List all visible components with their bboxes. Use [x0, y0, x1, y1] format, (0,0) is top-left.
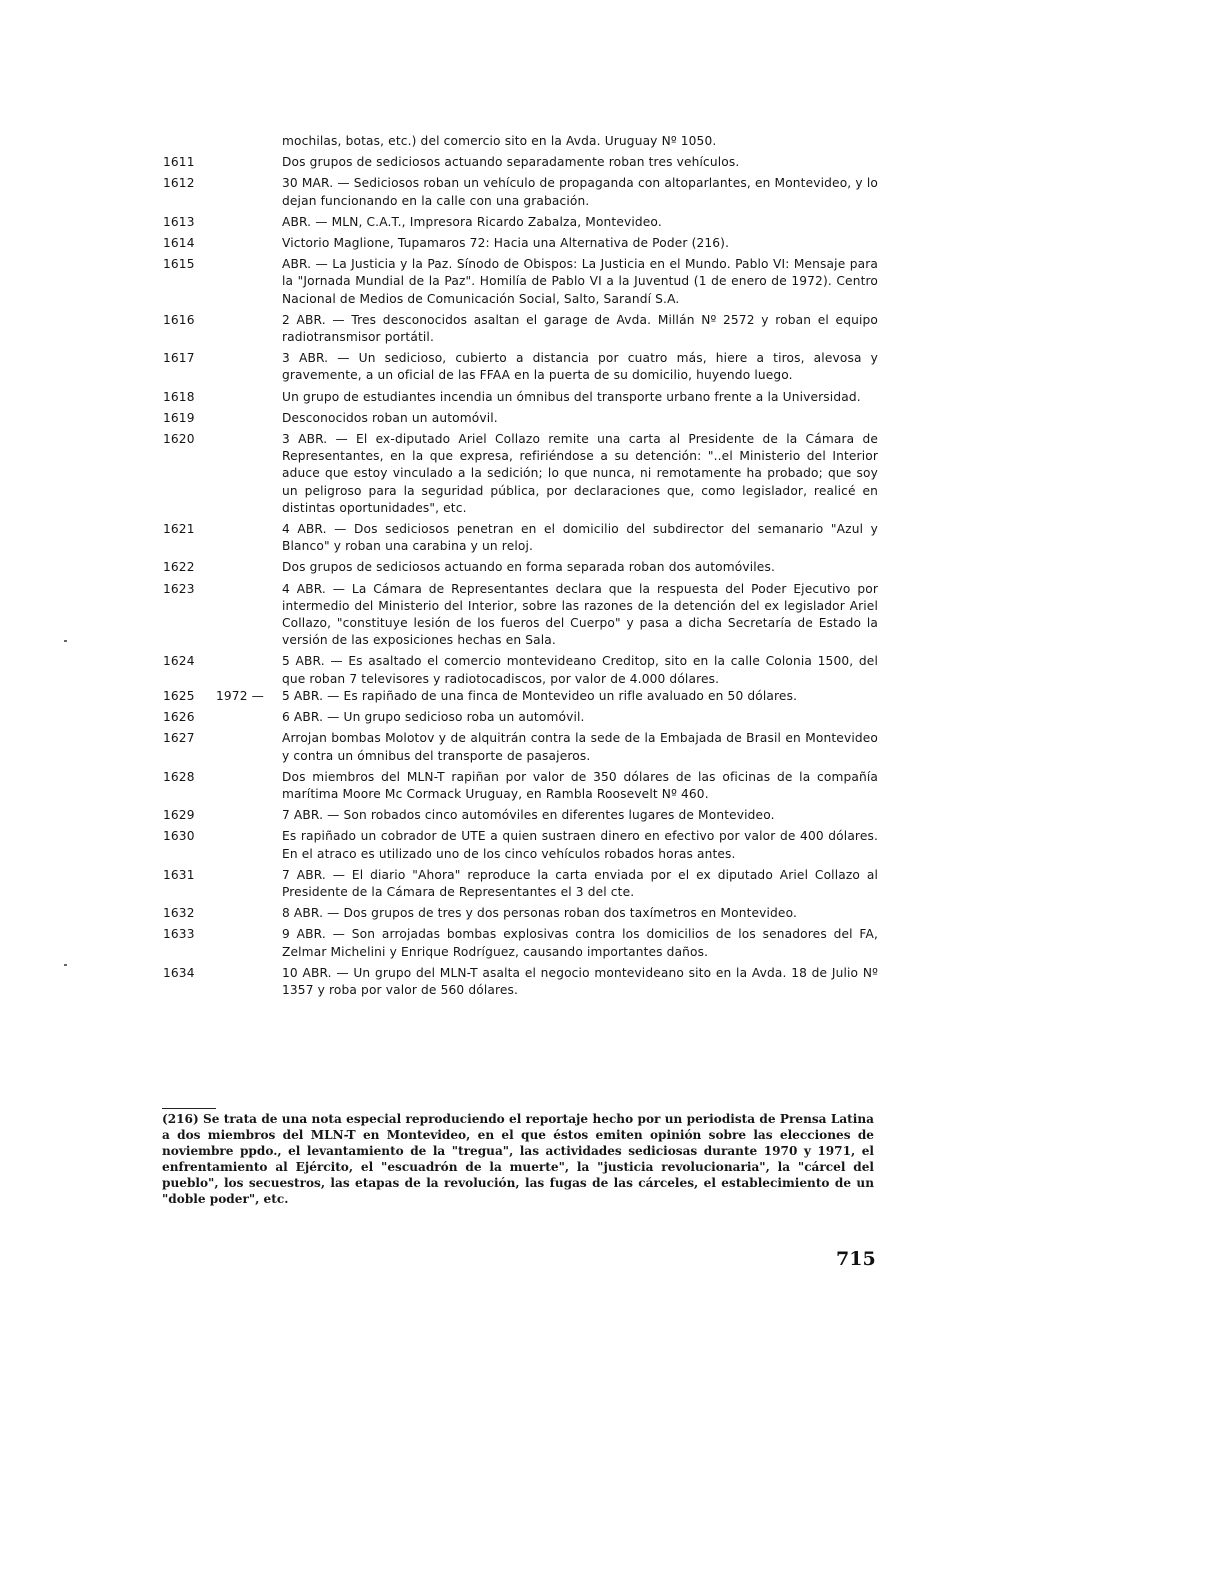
- chronology-entry: [158, 926, 878, 960]
- entry-number: 1626: [163, 710, 195, 725]
- entry-text: Victorio Maglione, Tupamaros 72: Hacia una Alternativa de Poder (216).: [282, 236, 730, 251]
- chronology-entry: [158, 214, 878, 231]
- entry-text: Dos grupos de sediciosos actuando en forma separada roban dos automóviles.: [282, 560, 775, 575]
- entry-text: Desconocidos roban un automóvil.: [282, 410, 498, 425]
- chronology-entry: [158, 581, 878, 650]
- entry-text: Un grupo de estudiantes incendia un ómnibus del transporte urbano frente a la Universidad.: [282, 389, 861, 404]
- entry-number: 1625: [163, 688, 195, 703]
- entry-number: 1629: [163, 808, 195, 823]
- chronology-entry: [158, 256, 878, 308]
- chronology-entry: [158, 828, 878, 862]
- chronology-entry: [158, 235, 878, 252]
- entry-text: 4 ABR. — La Cámara de Representantes declara que la respuesta del Poder Ejecutivo por intermedio del Ministerio del Interior, sobre las razones de la detención del ex legislador Ariel Collazo, "constituye lesión de los fueros del Cuerpo" y pasa a dicha Secretaría de Estado la versión de las exposiciones hechas en Sala.: [282, 581, 878, 648]
- chronology-entry: [158, 431, 878, 517]
- entry-text: 7 ABR. — El diario "Ahora" reproduce la carta enviada por el ex diputado Ariel Collazo al Presidente de la Cámara de Representantes el 3 del cte.: [282, 867, 878, 899]
- entry-number: 1622: [163, 560, 195, 575]
- entry-number: 1633: [163, 927, 195, 942]
- entry-text: 8 ABR. — Dos grupos de tres y dos personas roban dos taxímetros en Montevideo.: [282, 906, 797, 921]
- page-number: 715: [836, 1248, 876, 1270]
- entry-text: Es rapiñado un cobrador de UTE a quien sustraen dinero en efectivo por valor de 400 dólares. En el atraco es utilizado uno de los cinco vehículos robados horas antes.: [282, 829, 878, 861]
- chronology-entry: [158, 653, 878, 687]
- entry-number: 1611: [163, 155, 195, 170]
- entry-number: 1612: [163, 176, 195, 191]
- chronology-entry: [158, 559, 878, 576]
- entry-number: 1615: [163, 257, 195, 272]
- entry-number: 1620: [163, 432, 195, 447]
- entry-number: 1630: [163, 829, 195, 844]
- chronology-entry: [158, 175, 878, 209]
- entry-year: 1972 —: [216, 688, 264, 703]
- entry-text: 3 ABR. — El ex-diputado Ariel Collazo remite una carta al Presidente de la Cámara de Representantes, en la que expresa, refiriéndose a su detención: "..el Ministerio del Interior aduce que estoy vinculado a la sedición; lo que nunca, ni remotamente ha probado; que soy un peligroso para la seguridad pública, por declaraciones que, como legislador, realicé en distintas oportunidades", etc.: [282, 432, 878, 515]
- entry-text: 4 ABR. — Dos sediciosos penetran en el domicilio del subdirector del semanario "Azul y Blanco" y roban una carabina y un reloj.: [282, 522, 878, 554]
- entry-text: Arrojan bombas Molotov y de alquitrán contra la sede de la Embajada de Brasil en Montevideo y contra un ómnibus del transporte de pasajeros.: [282, 731, 878, 763]
- chronology-list: [158, 133, 878, 1003]
- entry-number: 1614: [163, 236, 195, 251]
- entry-number: 1634: [163, 965, 195, 980]
- scan-speck: [64, 640, 67, 642]
- entry-text: 10 ABR. — Un grupo del MLN-T asalta el negocio montevideano sito en la Avda. 18 de Julio Nº 1357 y roba por valor de 560 dólares.: [282, 965, 878, 997]
- chronology-entry: [158, 688, 878, 705]
- footnote-216: (216) Se trata de una nota especial reproduciendo el reportaje hecho por un periodista de Prensa Latina a dos miembros del MLN-T en Montevideo, en el que éstos emiten opinión sobre las elecciones de noviembre ppdo., el levantamiento de la "tregua", las actividades sediciosas durante 1970 y 1971, el enfrentamiento al Ejército, el "escuadrón de la muerte", la "justicia revolucionaria", la "cárcel del pueblo", los secuestros, las etapas de la revolución, las fugas de las cárceles, el establecimiento de un "doble poder", etc.: [162, 1112, 874, 1206]
- chronology-entry: [158, 154, 878, 171]
- entry-number: 1616: [163, 312, 195, 327]
- footnote-rule: [162, 1108, 216, 1109]
- entry-number: 1621: [163, 522, 195, 537]
- entry-number: 1627: [163, 731, 195, 746]
- entry-number: 1632: [163, 906, 195, 921]
- chronology-entry: [158, 867, 878, 901]
- entry-text: Dos miembros del MLN-T rapiñan por valor de 350 dólares de las oficinas de la compañía marítima Moore Mc Cormack Uruguay, en Rambla Roosevelt Nº 460.: [282, 769, 878, 801]
- chronology-entry: [158, 905, 878, 922]
- entry-number: 1624: [163, 654, 195, 669]
- entry-text: mochilas, botas, etc.) del comercio sito en la Avda. Uruguay Nº 1050.: [282, 134, 717, 148]
- entry-text: Dos grupos de sediciosos actuando separadamente roban tres vehículos.: [282, 155, 740, 170]
- entry-number: 1618: [163, 389, 195, 404]
- chronology-entry: [158, 709, 878, 726]
- entry-number: 1617: [163, 351, 195, 366]
- chronology-entry: [158, 350, 878, 384]
- entry-text: ABR. — La Justicia y la Paz. Sínodo de Obispos: La Justicia en el Mundo. Pablo VI: Mensaje para la "Jornada Mundial de la Paz". Homilía de Pablo VI a la Juventud (1 de enero de 1972). Centro Nacional de Medios de Comunicación Social, Salto, Sarandí S.A.: [282, 257, 878, 306]
- entry-text: 9 ABR. — Son arrojadas bombas explosivas contra los domicilios de los senadores del FA, Zelmar Michelini y Enrique Rodríguez, causando importantes daños.: [282, 927, 878, 959]
- chronology-entry: [158, 410, 878, 427]
- entry-number: 1623: [163, 581, 195, 596]
- chronology-entry: [158, 965, 878, 999]
- entry-number: 1628: [163, 769, 195, 784]
- entry-number: 1619: [163, 410, 195, 425]
- entry-text: ABR. — MLN, C.A.T., Impresora Ricardo Zabalza, Montevideo.: [282, 214, 662, 229]
- entry-text: 5 ABR. — Es rapiñado de una finca de Montevideo un rifle avaluado en 50 dólares.: [282, 688, 798, 703]
- entry-text: 30 MAR. — Sediciosos roban un vehículo de propaganda con altoparlantes, en Montevideo, y lo dejan funcionando en la calle con una grabación.: [282, 176, 878, 208]
- chronology-entry: [158, 521, 878, 555]
- chronology-entry: [158, 807, 878, 824]
- chronology-entry: [158, 730, 878, 764]
- entry-text: 2 ABR. — Tres desconocidos asaltan el garage de Avda. Millán Nº 2572 y roban el equipo radiotransmisor portátil.: [282, 312, 878, 345]
- entry-number: 1613: [163, 214, 195, 229]
- scan-speck: [64, 964, 67, 966]
- entry-text: 5 ABR. — Es asaltado el comercio montevideano Creditop, sito en la calle Colonia 1500, del que roban 7 televisores y radiotocadiscos, por valor de 4.000 dólares.: [282, 654, 878, 686]
- entry-text: 3 ABR. — Un sedicioso, cubierto a distancia por cuatro más, hiere a tiros, alevosa y gravemente, a un oficial de las FFAA en la puerta de su domicilio, huyendo luego.: [282, 351, 878, 383]
- chronology-entry: [158, 389, 878, 406]
- chronology-entry: [158, 312, 878, 346]
- entry-text: 7 ABR. — Son robados cinco automóviles en diferentes lugares de Montevideo.: [282, 808, 775, 823]
- entry-text: 6 ABR. — Un grupo sedicioso roba un automóvil.: [282, 710, 585, 725]
- entry-number: 1631: [163, 867, 195, 882]
- chronology-entry: [158, 133, 878, 150]
- chronology-entry: [158, 769, 878, 803]
